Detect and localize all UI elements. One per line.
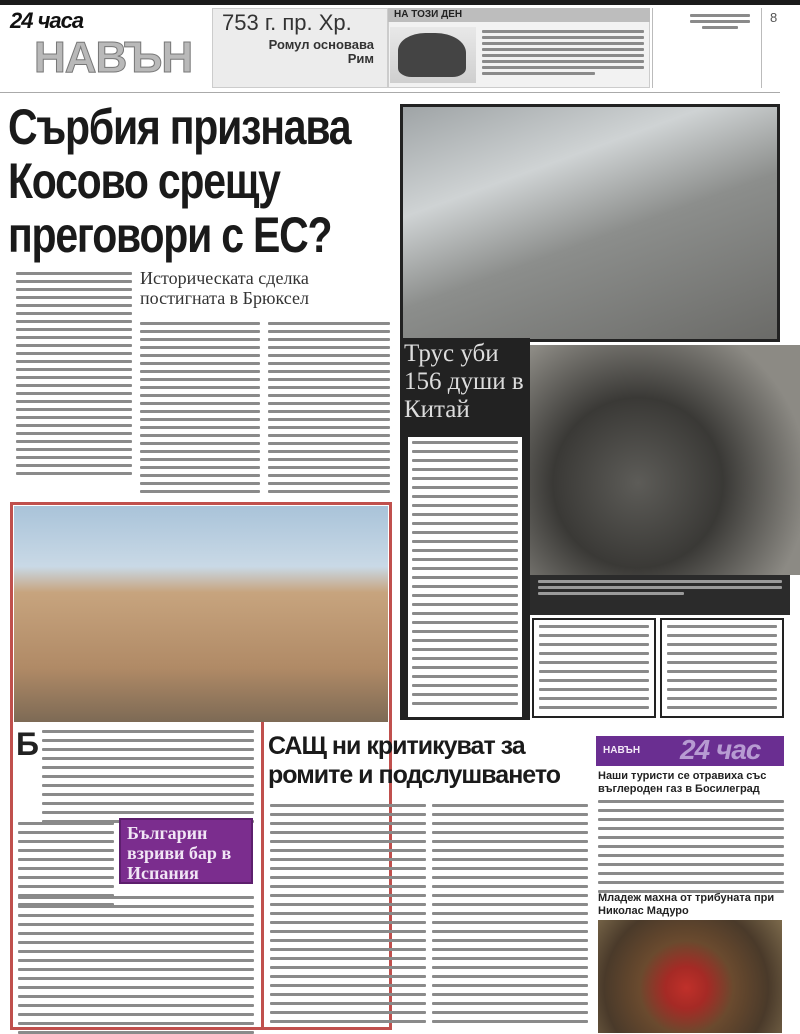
usa-headline[interactable]: САЩ ни критикуват за ромите и подслушването: [268, 732, 561, 789]
section-title-navan: НАВЪН: [34, 33, 193, 82]
bombed-bar-photo: [14, 506, 388, 722]
quake-headline[interactable]: Трус уби 156 души в Китай: [404, 340, 524, 423]
maduro-crowd-photo: [598, 920, 782, 1033]
main-story-col-3: [268, 322, 390, 493]
sidebar-item-1-text: [598, 800, 784, 893]
top-bar: [0, 0, 800, 5]
spain-headline[interactable]: Българин взриви бар в Испания: [119, 818, 253, 884]
spain-story-text-left: [18, 822, 114, 906]
earthquake-photo: [400, 104, 780, 342]
main-story-col-1: [16, 272, 132, 475]
rubble-caption: [530, 575, 790, 615]
dropcap: Б: [16, 726, 39, 762]
spain-story-text-bottom: [18, 896, 254, 1034]
issue-date: [690, 14, 750, 29]
divider: [0, 92, 780, 93]
capitoline-wolf-image: [390, 27, 476, 83]
sidebar-brand: 24 час: [680, 734, 761, 765]
rubble-photo: [530, 345, 800, 575]
on-this-day-text: [482, 30, 644, 75]
page-number: 8: [770, 10, 778, 25]
sidebar-item-1-headline[interactable]: Наши туристи се отравиха със въглероден газ в Босилеград: [598, 770, 767, 795]
on-this-day-label: НА ТОЗИ ДЕН: [388, 8, 650, 22]
spain-story-text-top: [42, 730, 254, 823]
history-event: Ромул основава Рим: [268, 37, 374, 66]
sidebar-item-2-headline[interactable]: Младеж махна от трибуната при Николас Мадуро: [598, 892, 775, 917]
main-story-col-2: [140, 322, 260, 493]
main-headline[interactable]: Сърбия признава Косово срещу преговори с ЕС?: [8, 99, 351, 263]
quake-col-2: [532, 618, 656, 718]
quake-story-text: [408, 437, 522, 717]
quake-col-3: [660, 618, 784, 718]
sidebar-section-label: НАВЪН: [603, 745, 641, 756]
brand-24-chasa: 24 часа: [10, 8, 84, 33]
history-year: 753 г. пр. Хр.: [222, 10, 352, 35]
main-subheadline: Историческата сделка постигната в Брюксел: [140, 268, 309, 308]
usa-story-col-2: [432, 804, 588, 1023]
usa-story-col-1: [270, 804, 426, 1023]
